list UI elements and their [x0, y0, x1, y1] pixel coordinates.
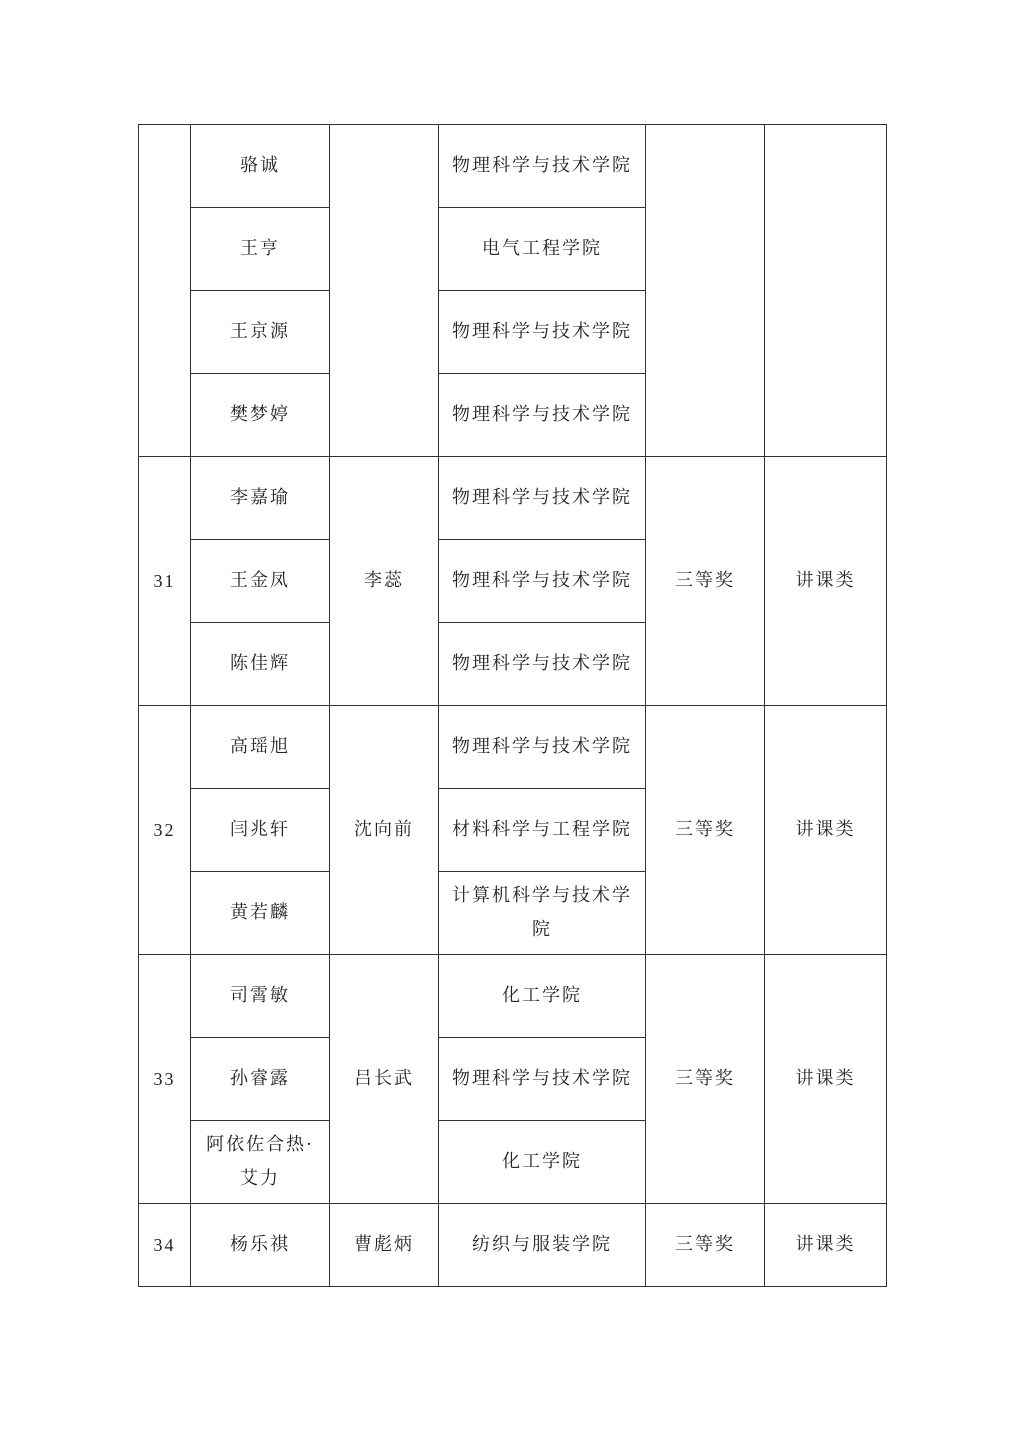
member-name: 闫兆轩 — [191, 789, 330, 872]
award-level: 三等奖 — [646, 955, 765, 1204]
table-row — [139, 706, 887, 789]
award-level: 三等奖 — [646, 1204, 765, 1287]
advisor-name: 李蕊 — [330, 457, 439, 706]
award-level: 三等奖 — [646, 457, 765, 706]
member-college: 物理科学与技术学院 — [439, 540, 646, 623]
member-name: 王金凤 — [191, 540, 330, 623]
award-level — [646, 125, 765, 457]
member-college: 物理科学与技术学院 — [439, 125, 646, 208]
awards-table — [138, 124, 887, 1287]
member-college: 纺织与服装学院 — [439, 1204, 646, 1287]
group-number: 32 — [139, 706, 191, 955]
member-name: 黄若麟 — [191, 872, 330, 955]
member-college: 物理科学与技术学院 — [439, 374, 646, 457]
award-category: 讲课类 — [765, 457, 887, 706]
member-name: 高瑶旭 — [191, 706, 330, 789]
member-name: 王京源 — [191, 291, 330, 374]
member-college: 物理科学与技术学院 — [439, 457, 646, 540]
award-category: 讲课类 — [765, 706, 887, 955]
group-number — [139, 125, 191, 457]
member-college: 化工学院 — [439, 955, 646, 1038]
advisor-name — [330, 125, 439, 457]
member-college: 物理科学与技术学院 — [439, 291, 646, 374]
table-row — [139, 955, 887, 1038]
table-row — [139, 125, 887, 208]
member-college: 物理科学与技术学院 — [439, 706, 646, 789]
member-name: 陈佳辉 — [191, 623, 330, 706]
member-college: 物理科学与技术学院 — [439, 1038, 646, 1121]
group-number: 33 — [139, 955, 191, 1204]
table-row — [139, 1204, 887, 1287]
award-category: 讲课类 — [765, 955, 887, 1204]
award-category — [765, 125, 887, 457]
group-number: 34 — [139, 1204, 191, 1287]
member-college: 材料科学与工程学院 — [439, 789, 646, 872]
member-name: 司霄敏 — [191, 955, 330, 1038]
advisor-name: 沈向前 — [330, 706, 439, 955]
member-college: 化工学院 — [439, 1121, 646, 1204]
group-number: 31 — [139, 457, 191, 706]
member-name: 阿依佐合热·艾力 — [191, 1121, 330, 1204]
member-name: 李嘉瑜 — [191, 457, 330, 540]
member-name: 王亨 — [191, 208, 330, 291]
table-row — [139, 457, 887, 540]
advisor-name: 吕长武 — [330, 955, 439, 1204]
member-college: 计算机科学与技术学院 — [439, 872, 646, 955]
advisor-name: 曹彪炳 — [330, 1204, 439, 1287]
award-category: 讲课类 — [765, 1204, 887, 1287]
award-level: 三等奖 — [646, 706, 765, 955]
member-name: 孙睿露 — [191, 1038, 330, 1121]
member-college: 物理科学与技术学院 — [439, 623, 646, 706]
member-college: 电气工程学院 — [439, 208, 646, 291]
member-name: 骆诚 — [191, 125, 330, 208]
member-name: 杨乐祺 — [191, 1204, 330, 1287]
member-name: 樊梦婷 — [191, 374, 330, 457]
